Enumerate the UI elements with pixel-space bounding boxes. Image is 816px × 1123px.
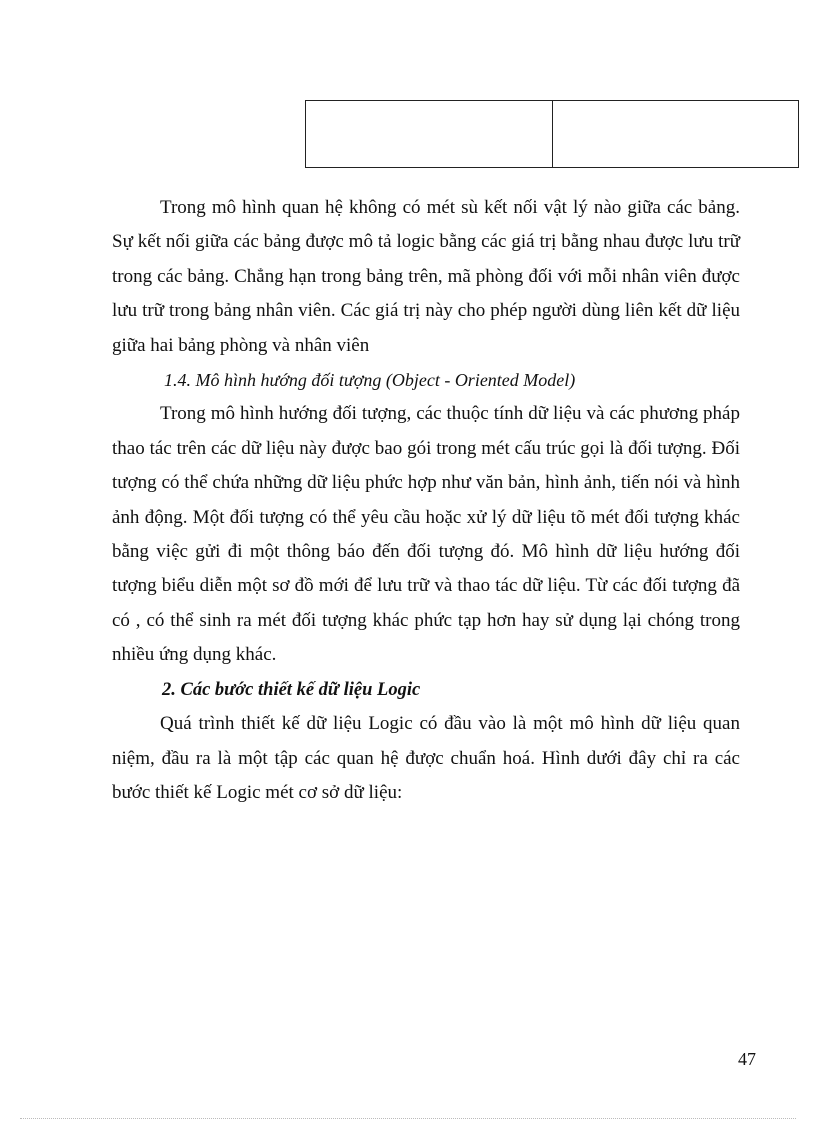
paragraph-relational-links: Trong mô hình quan hệ không có mét sù kết nối vật lý nào giữa các bảng. Sự kết nối giữa các bảng được mô tả logic bằng các giá trị bằng nhau được lưu trữ trong các bảng. Chẳng hạn trong bảng trên, mã phòng đối với mỗi nhân viên được lưu trữ trong bảng nhân viên. Các giá trị này cho phép người dùng liên kết dữ liệu giữa hai bảng phòng và nhân viên xyxy=(112,197,740,356)
page-body xyxy=(112,191,740,810)
page-bottom-divider xyxy=(20,1118,796,1119)
section-heading-logic-design: 2. Các bước thiết kế dữ liệu Logic xyxy=(162,679,421,700)
paragraph-oo-model: Trong mô hình hướng đối tượng, các thuộc tính dữ liệu và các phương pháp thao tác trên các dữ liệu này được bao gói trong mét cấu trúc gọi là đối tượng. Đối tượng có thể chứa những dữ liệu phức hợp như văn bản, hình ảnh, tiến nói và hình ảnh động. Một đối tượng có thể yêu cầu hoặc xử lý dữ liệu tõ mét đối tượng khác bằng việc gửi đi một thông báo đến đối tượng đó. Mô hình dữ liệu hướng đối tượng biểu diễn một sơ đồ mới để lưu trữ và thao tác dữ liệu. Từ các đối tượng đã có , có thể sinh ra mét đối tượng khác phức tạp hơn hay sử dụng lại chóng trong nhiều ứng dụng khác. xyxy=(112,403,740,666)
table-cell xyxy=(306,101,552,167)
table-fragment xyxy=(305,100,799,168)
page-number: 47 xyxy=(738,1049,756,1069)
section-heading-oo-model: 1.4. Mô hình hướng đối tượng (Object - Oriented Model) xyxy=(164,370,576,391)
table-cell xyxy=(552,101,799,167)
paragraph-logic-design: Quá trình thiết kế dữ liệu Logic có đầu vào là một mô hình dữ liệu quan niệm, đầu ra là một tập các quan hệ được chuẩn hoá. Hình dưới đây chỉ ra các bước thiết kế Logic mét cơ sở dữ liệu: xyxy=(112,713,740,803)
